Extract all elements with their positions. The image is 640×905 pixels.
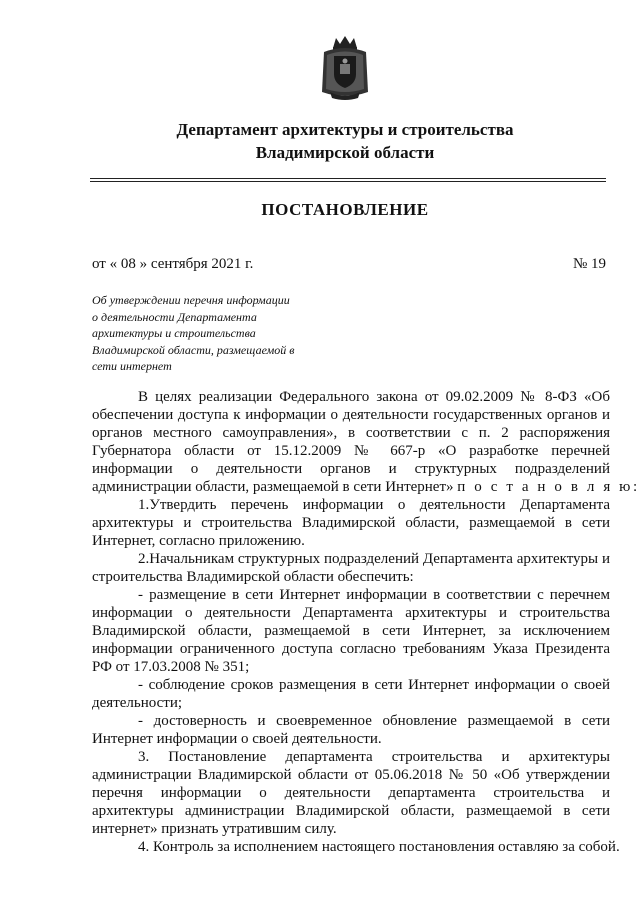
paragraph-item-3 xyxy=(92,748,610,838)
body-line: 1.Утвердить перечень информации о деятельности Департамента xyxy=(138,497,610,513)
body-line: Губернатора области от 15.12.2009 № 667-р «О разработке перечней xyxy=(92,443,610,459)
document-title: ПОСТАНОВЛЕНИЕ xyxy=(261,200,429,219)
body-line: 4. Контроль за исполнением настоящего постановления оставляю за собой. xyxy=(138,839,620,855)
paragraph-preamble xyxy=(92,388,640,496)
body-line: Интернет информации о своей деятельности. xyxy=(92,731,382,747)
body-line: Интернет, согласно приложению. xyxy=(92,533,305,549)
header-divider-bottom xyxy=(90,181,606,182)
body-line: информации о деятельности органов и структурных подразделений xyxy=(92,461,610,477)
document-body xyxy=(92,388,640,856)
body-line: информации ограниченного доступа согласно требованиям Указа Президента xyxy=(92,641,610,657)
body-line-segment: администрации области, размещаемой в сети Интернет» xyxy=(92,479,454,495)
body-line: информации о деятельности Департамента архитектуры и строительства xyxy=(92,605,610,621)
body-line: обеспечении доступа к информации о деятельности государственных органов и xyxy=(92,407,610,423)
department-name-line2: Владимирской области xyxy=(255,143,435,162)
body-line: - соблюдение сроков размещения в сети Интернет информации о своей xyxy=(138,677,610,693)
body-line: деятельности; xyxy=(92,695,183,711)
header-divider-top xyxy=(90,178,606,179)
body-line: 3. Постановление департамента строительства и архитектуры xyxy=(138,749,610,765)
subject-line: о деятельности Департамента xyxy=(92,309,257,324)
body-line: органов местного самоуправления», в соответствии с п. 2 распоряжения xyxy=(92,425,610,441)
subject-line: Владимирской области, размещаемой в xyxy=(92,342,295,357)
body-line: строительства Владимирской области обеспечить: xyxy=(92,569,414,585)
body-line xyxy=(92,478,640,496)
document-subject xyxy=(92,292,332,375)
document-number: № 19 xyxy=(572,256,606,272)
body-line: 2.Начальникам структурных подразделений Департамента архитектуры и xyxy=(138,551,610,567)
body-line: - размещение в сети Интернет информации в соответствии с перечнем xyxy=(138,587,610,603)
body-line: В целях реализации Федерального закона от 09.02.2009 № 8-ФЗ «Об xyxy=(138,389,610,405)
body-line: администрации Владимирской области от 05.06.2018 № 50 «Об утверждении xyxy=(92,767,610,783)
body-line: - достоверность и своевременное обновление размещаемой в сети xyxy=(138,713,610,729)
paragraph-item-1 xyxy=(92,496,610,550)
paragraph-item-4 xyxy=(92,838,620,856)
resolution-word: п о с т а н о в л я ю: xyxy=(457,479,640,495)
subject-line: архитектуры и строительства xyxy=(92,326,256,340)
body-line: перечня информации о деятельности департамента строительства и xyxy=(92,785,610,801)
body-line: архитектуры администрации Владимирской области, размещаемой в сети xyxy=(92,803,610,819)
body-line: РФ от 17.03.2008 № 351; xyxy=(92,659,250,675)
body-line: интернет» признать утратившим силу. xyxy=(92,821,337,837)
body-line: архитектуры и строительства Владимирской области, размещаемой в сети xyxy=(92,515,610,531)
paragraph-item-2 xyxy=(92,550,610,748)
department-name-line1: Департамент архитектуры и строительства xyxy=(176,120,514,139)
subject-line: сети интернет xyxy=(92,359,172,373)
coat-of-arms-emblem xyxy=(318,34,372,102)
body-line: Владимирской области, размещаемой в сети Интернет, за исключением xyxy=(92,623,610,639)
document-date: от « 08 » сентября 2021 г. xyxy=(92,256,254,272)
subject-line: Об утверждении перечня информации xyxy=(92,293,290,307)
